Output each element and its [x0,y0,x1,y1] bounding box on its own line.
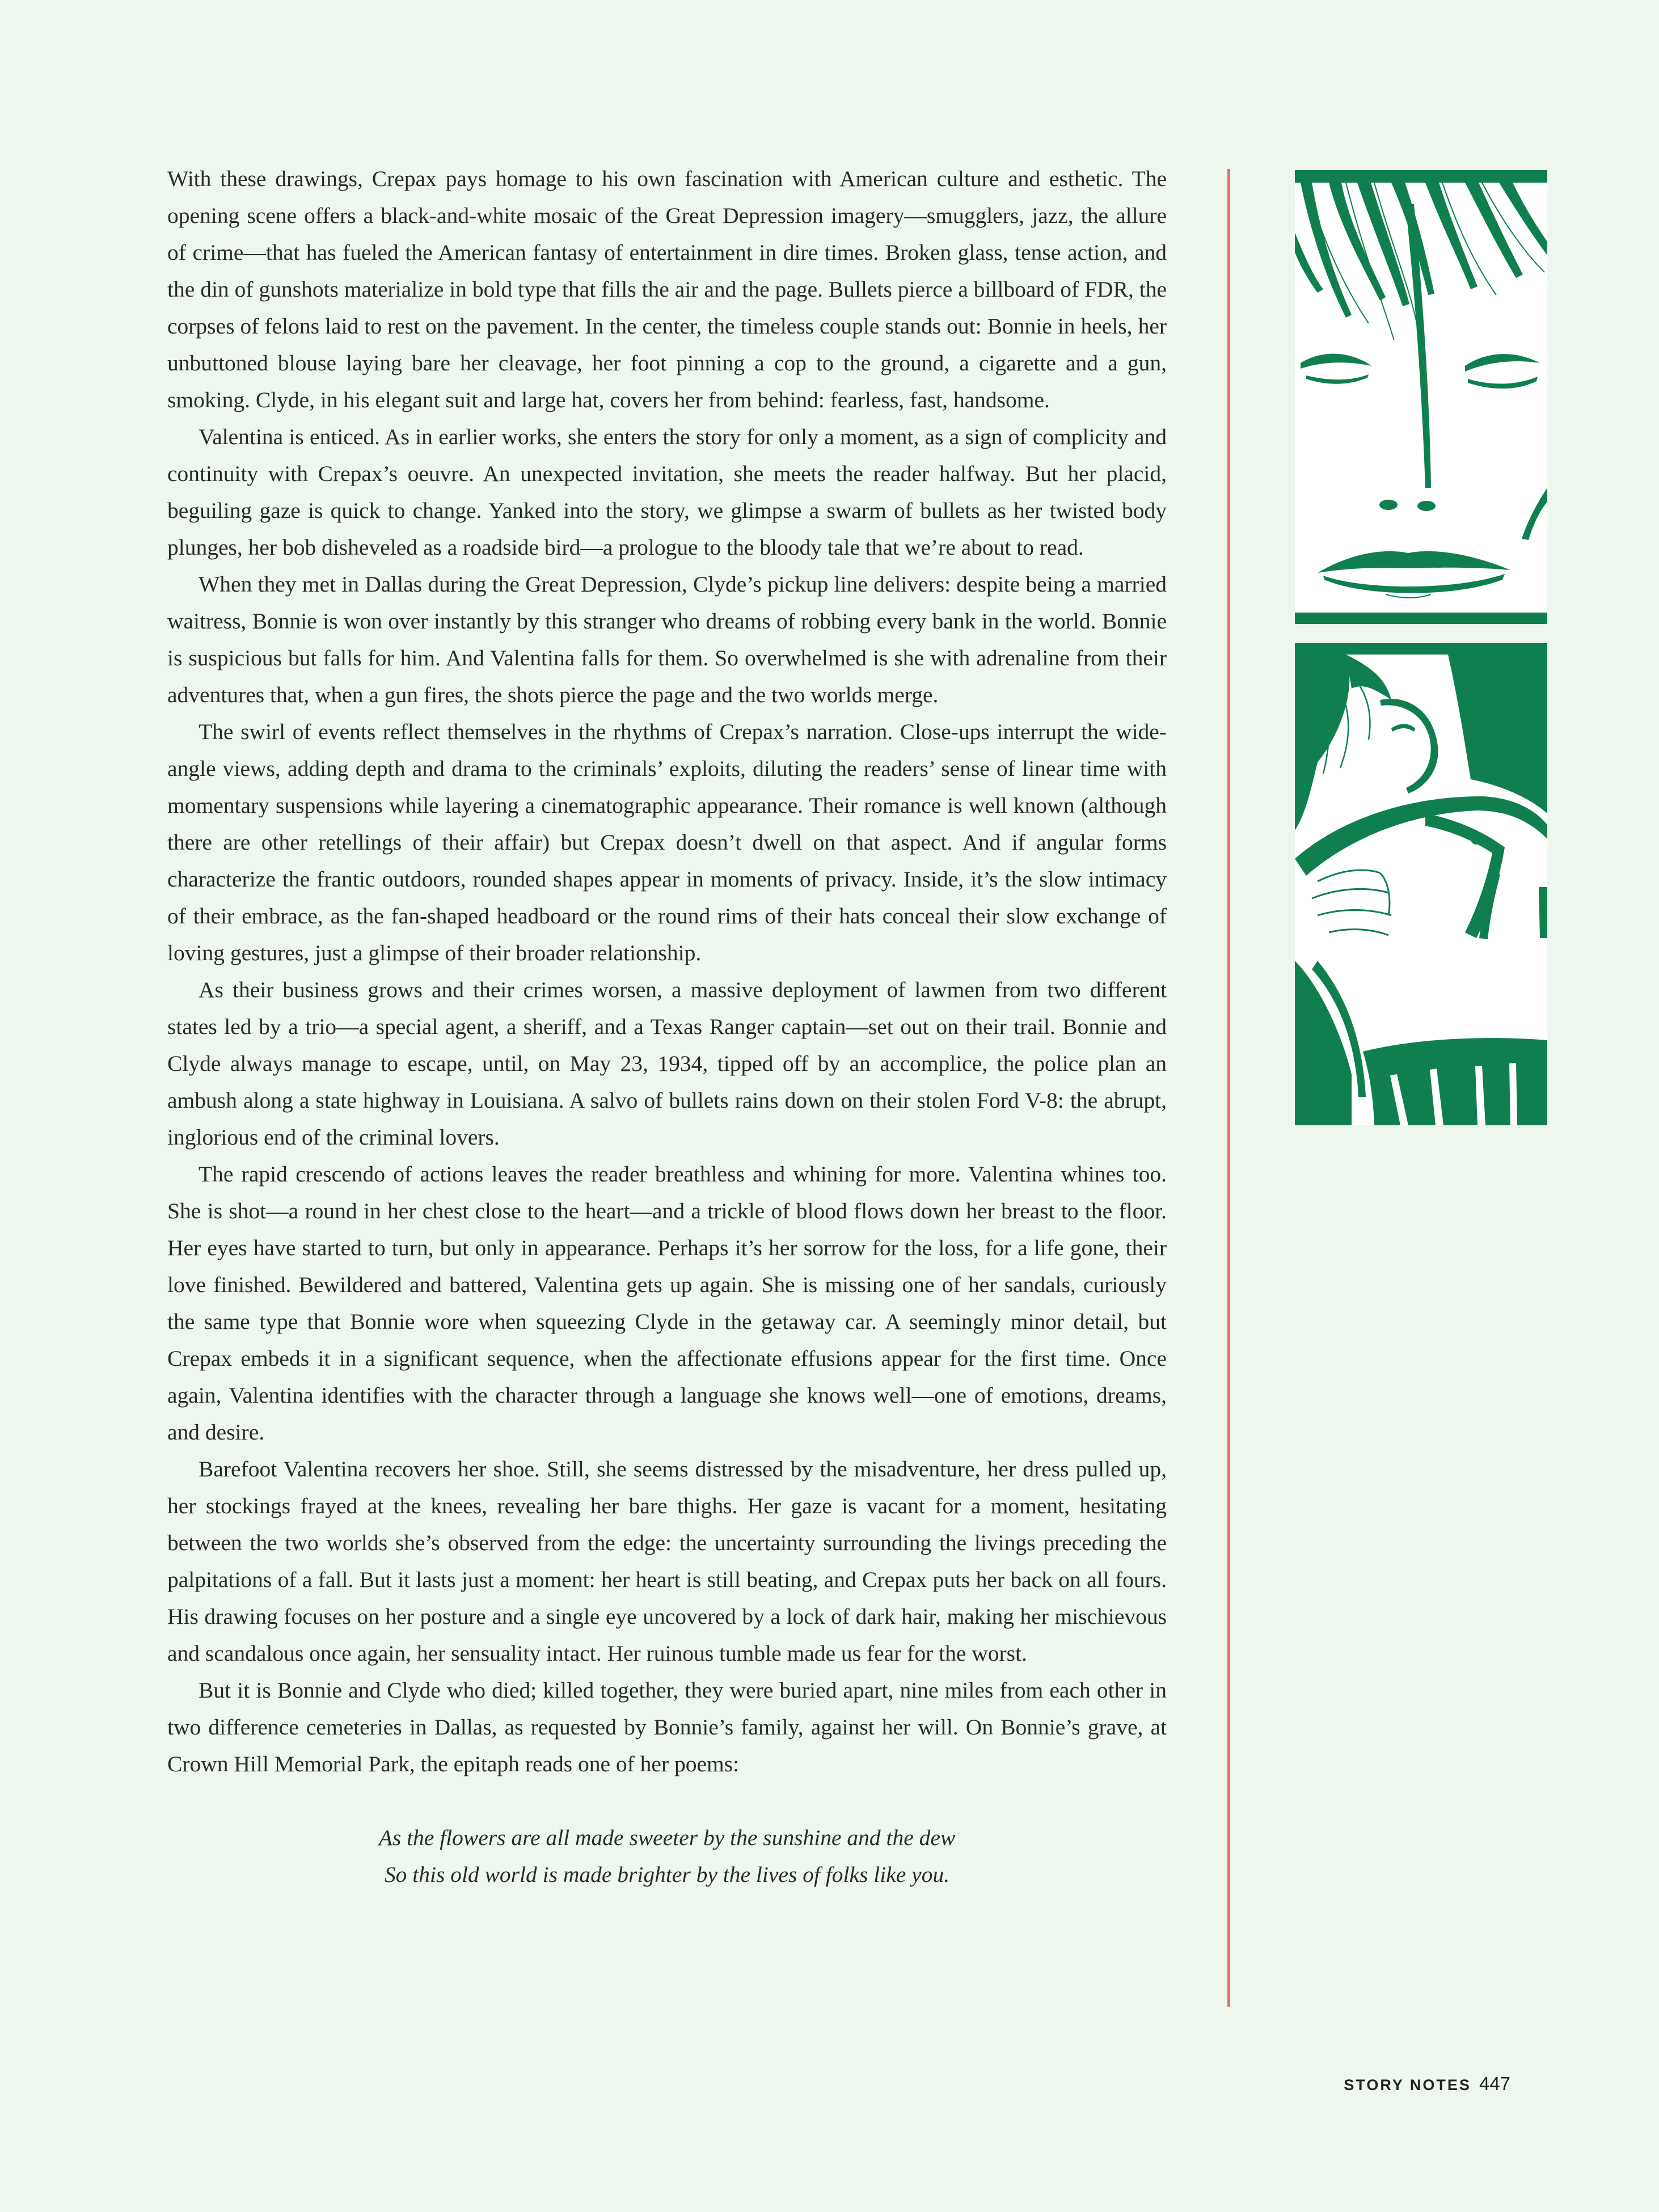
face-closeup-panel [1295,170,1547,624]
poem-line-1: As the flowers are all made sweeter by the sunshine and the dew [378,1825,956,1850]
poem-line-2: So this old world is made brighter by the lives of folks like you. [384,1862,950,1887]
paragraph-4: The swirl of events reflect themselves in the rhythms of Crepax’s narration. Close-ups interrupt the wide-angle views, adding depth and drama to the criminals’ exploits, diluting the readers’ sense of linear time with momentary suspensions while layering a cinematographic appearance. Their romance is well known (although there are other retellings of their affair) but Crepax doesn’t dwell on that aspect. And if angular forms characterize the frantic outdoors, rounded shapes appear in moments of privacy. Inside, it’s the slow intimacy of their embrace, as the fan-shaped headboard or the round rims of their hats conceal their slow exchange of loving gestures, just a glimpse of their broader relationship. [167,719,1167,965]
paragraph-1: With these drawings, Crepax pays homage to his own fascination with American culture and esthetic. The opening scene offers a black-and-white mosaic of the Great Depression imagery—smugglers, jazz, the allure of crime—that has fueled the American fantasy of entertainment in dire times. Broken glass, tense action, and the din of gunshots materialize in bold type that fills the air and the page. Bullets pierce a billboard of FDR, the corpses of felons laid to rest on the pavement. In the center, the timeless couple stands out: Bonnie in heels, her unbuttoned blouse laying bare her cleavage, her foot pinning a cop to the ground, a cigarette and a gun, smoking. Clyde, in his elegant suit and large hat, covers her from behind: fearless, fast, handsome. [167,166,1167,412]
paragraph-7: Barefoot Valentina recovers her shoe. Still, she seems distressed by the misadventure, her dress pulled up, her stockings frayed at the knees, revealing her bare thighs. Her gaze is vacant for a moment, hesitating between the two worlds she’s observed from the edge: the uncertainty surrounding the livings preceding the palpitations of a fall. But it lasts just a moment: her heart is still beating, and Crepax puts her back on all fours. His drawing focuses on her posture and a single eye uncovered by a lock of dark hair, making her mischievous and scandalous once again, her sensuality intact. Her ruinous tumble made us fear for the worst. [167,1457,1167,1666]
paragraph-8: But it is Bonnie and Clyde who died; killed together, they were buried apart, nine miles from each other in two difference cemeteries in Dallas, as requested by Bonnie’s family, against her will. On Bonnie’s grave, at Crown Hill Memorial Park, the epitaph reads one of her poems: [167,1678,1167,1776]
paragraph-5: As their business grows and their crimes worsen, a massive deployment of lawmen from two different states led by a trio—a special agent, a sheriff, and a Texas Ranger captain—set out on their trail. Bonnie and Clyde always manage to escape, until, on May 23, 1934, tipped off by an accomplice, the police plan an ambush along a state highway in Louisiana. A salvo of bullets rains down on their stolen Ford V-8: the abrupt, inglorious end of the criminal lovers. [167,977,1167,1150]
illustration-column [1295,170,1547,1125]
page-number: 447 [1479,2073,1510,2094]
vertical-divider [1227,169,1230,2007]
running-section-title: STORY NOTES [1344,2076,1471,2093]
paragraph-6: The rapid crescendo of actions leaves the reader breathless and whining for more. Valentina whines too. She is shot—a round in her chest close to the heart—and a trickle of blood flows down her breast to the floor. Her eyes have started to turn, but only in appearance. Perhaps it’s her sorrow for the loss, for a life gone, their love finished. Bewildered and battered, Valentina gets up again. She is missing one of her sandals, curiously the same type that Bonnie wore when squeezing Clyde in the getaway car. A seemingly minor detail, but Crepax embeds it in a significant sequence, when the affectionate effusions appear for the first time. Once again, Valentina identifies with the character through a language she knows well—one of emotions, dreams, and desire. [167,1162,1167,1445]
article-body [167,161,1167,1893]
epitaph-poem [167,1820,1167,1893]
paragraph-3: When they met in Dallas during the Great Depression, Clyde’s pickup line delivers: despite being a married waitress, Bonnie is won over instantly by this stranger who dreams of robbing every bank in the world. Bonnie is suspicious but falls for him. And Valentina falls for them. So overwhelmed is she with adrenaline from their adventures that, when a gun fires, the shots pierce the page and the two worlds merge. [167,572,1167,707]
paragraph-2: Valentina is enticed. As in earlier works, she enters the story for only a moment, as a sign of complicity and continuity with Crepax’s oeuvre. An unexpected invitation, she meets the reader halfway. But her placid, beguiling gaze is quick to change. Yanked into the story, we glimpse a swarm of bullets as her twisted body plunges, her bob disheveled as a roadside bird—a prologue to the bloody tale that we’re about to read. [167,424,1167,560]
page-footer [1344,2073,1510,2095]
embrace-panel [1295,643,1547,1125]
